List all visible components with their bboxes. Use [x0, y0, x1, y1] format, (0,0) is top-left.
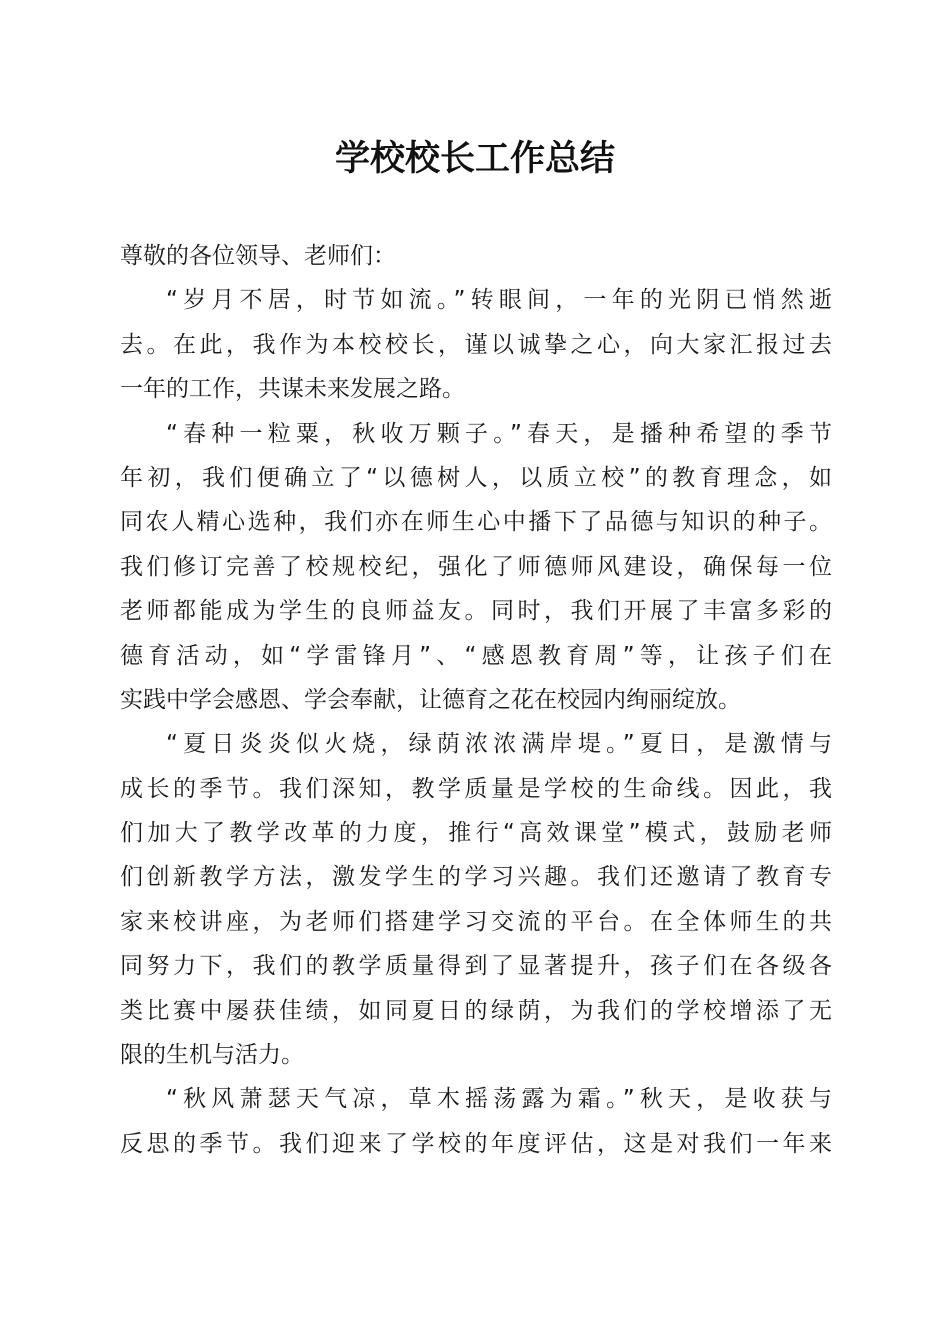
paragraph-2: [120, 412, 832, 723]
paragraph-line: 同农人精心选种，我们亦在师生心中播下了品德与知识的种子。: [120, 509, 832, 536]
paragraph-line: 老师都能成为学生的良师益友。同时，我们开展了丰富多彩的: [120, 598, 832, 625]
paragraph-line: 成长的季节。我们深知，教学质量是学校的生命线。因此，我: [120, 775, 832, 802]
paragraph-line: 德育活动，如“学雷锋月”、“感恩教育周”等，让孩子们在: [120, 642, 832, 669]
paragraph-line: 同努力下，我们的教学质量得到了显著提升，孩子们在各级各: [120, 953, 832, 980]
paragraph-3: [120, 722, 832, 1077]
paragraph-1: [120, 278, 832, 411]
paragraph-line: 年初，我们便确立了“以德树人，以质立校”的教育理念，如: [120, 464, 832, 491]
greeting-line: 尊敬的各位领导、老师们：: [120, 243, 396, 269]
paragraph-line: 我们修订完善了校规校纪，强化了师德师风建设，确保每一位: [120, 553, 832, 580]
paragraph-line: 限的生机与活力。: [120, 1042, 304, 1069]
paragraph-line: “春种一粒粟，秋收万颗子。”春天，是播种希望的季节: [166, 420, 832, 447]
paragraph-4: [120, 1077, 832, 1166]
paragraph-line: “岁月不居，时节如流。”转眼间，一年的光阴已悄然逝: [166, 287, 832, 314]
paragraph-line: 反思的季节。我们迎来了学校的年度评估，这是对我们一年来: [120, 1130, 832, 1157]
document-body: [120, 234, 832, 1166]
paragraph-line: 去。在此，我作为本校校长，谨以诚挚之心，向大家汇报过去: [120, 331, 832, 358]
paragraph-line: “夏日炎炎似火烧，绿荫浓浓满岸堤。”夏日，是激情与: [166, 731, 832, 758]
paragraph-line: 们创新教学方法，激发学生的学习兴趣。我们还邀请了教育专: [120, 864, 832, 891]
paragraph-line: 实践中学会感恩、学会奉献，让德育之花在校园内绚丽绽放。: [120, 686, 741, 713]
document-title: 学校校长工作总结: [334, 138, 615, 179]
paragraph-line: 一年的工作，共谋未来发展之路。: [120, 376, 465, 403]
paragraph-line: 们加大了教学改革的力度，推行“高效课堂”模式，鼓励老师: [120, 820, 832, 847]
paragraph-line: 类比赛中屡获佳绩，如同夏日的绿荫，为我们的学校增添了无: [120, 997, 832, 1024]
paragraph-line: “秋风萧瑟天气凉，草木摇荡露为霜。”秋天，是收获与: [166, 1086, 832, 1113]
paragraph-line: 家来校讲座，为老师们搭建学习交流的平台。在全体师生的共: [120, 908, 832, 935]
